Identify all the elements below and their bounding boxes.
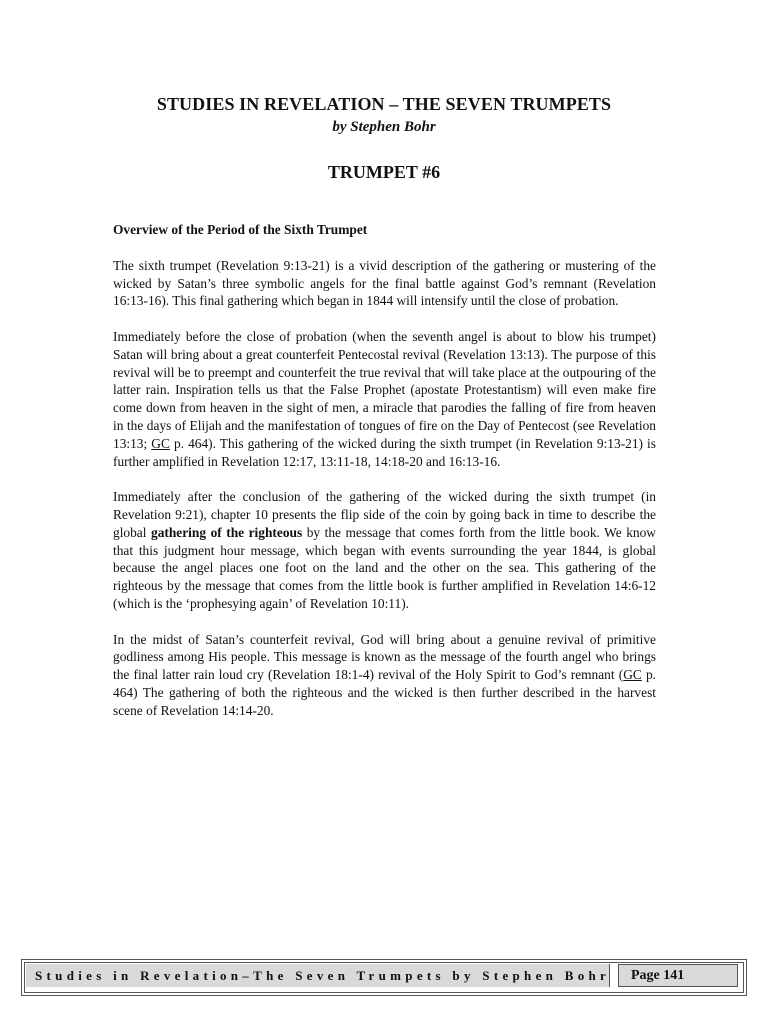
paragraph-4-text-b: p. 464) The gathering of both the righteous and the wicked is then further described in the harvest scene of Revelation 14:14-20. — [113, 667, 656, 718]
paragraph-1-text: The sixth trumpet (Revelation 9:13-21) is a vivid description of the gathering or mustering of the wicked by Satan’s three symbolic angels for the final battle against God’s remnant (Revelation 16:13-16). This final gathering which began in 1844 will intensify until the close of probation. — [113, 257, 656, 309]
emphasis-text: gathering of the righteous — [151, 524, 303, 540]
section-heading: Overview of the Period of the Sixth Trumpet — [113, 222, 368, 237]
page-number: Page 141 — [618, 964, 738, 987]
paragraph-4-text-a: In the midst of Satan’s counterfeit revival, God will bring about a genuine revival of primitive godliness among His people. This message is known as the message of the fourth angel who brings the final latter rain loud cry (Revelation 18:1-4) revival of the Holy Spirit to God’s remnant ( — [113, 631, 656, 683]
paragraph-3 — [113, 488, 656, 613]
chapter-heading: TRUMPET #6 — [327, 162, 441, 182]
gc-reference: GC — [623, 667, 642, 683]
paragraph-2-text-a: Immediately before the close of probation (when the seventh angel is about to blow his trumpet) Satan will bring about a great counterfeit Pentecostal revival (Revelation 13:13). The purpose of this revival will be to preempt and counterfeit the true revival that will take place at the outpouring of the latter rain. Inspiration tells us that the False Prophet (apostate Protestantism) will even make fire come down from heaven in the sight of men, a miracle that parodies the falling of fire from heaven in the days of Elijah and the manifestation of tongues of fire on the Day of Pentecost (see Revelation 13:13; — [113, 328, 656, 451]
page-footer — [21, 959, 747, 996]
gc-reference: GC — [151, 435, 170, 451]
author-byline: by Stephen Bohr — [332, 119, 436, 135]
paragraph-3-text-a: Immediately after the conclusion of the gathering of the wicked during the sixth trumpet (in Revelation 9:21), chapter 10 presents the flip side of the coin by going back in time to describe the global — [113, 489, 656, 540]
paragraph-3-text-b: by the message that comes forth from the little book. We know that this judgment hour message, which began with events surrounding the year 1844, is global because the angel places one foot on the land and the other on the sea. This gathering of the righteous by the message that comes from the little book is further amplified in Revelation 14:6-12 (which is the ‘prophesying again’ of Revelation 10:11). — [113, 524, 656, 611]
paragraph-1 — [113, 257, 656, 310]
document-body — [113, 221, 656, 737]
paragraph-2 — [113, 328, 656, 470]
document-title: STUDIES IN REVELATION – THE SEVEN TRUMPETS — [156, 94, 612, 114]
paragraph-2-text-b: p. 464). This gathering of the wicked during the sixth trumpet (in Revelation 9:13-21) is further amplified in Revelation 12:17, 13:11-18, 14:18-20 and 16:13-16. — [113, 435, 656, 469]
footer-title: Studies in Revelation–The Seven Trumpets by Stephen Bohr — [26, 964, 610, 987]
paragraph-4 — [113, 631, 656, 720]
